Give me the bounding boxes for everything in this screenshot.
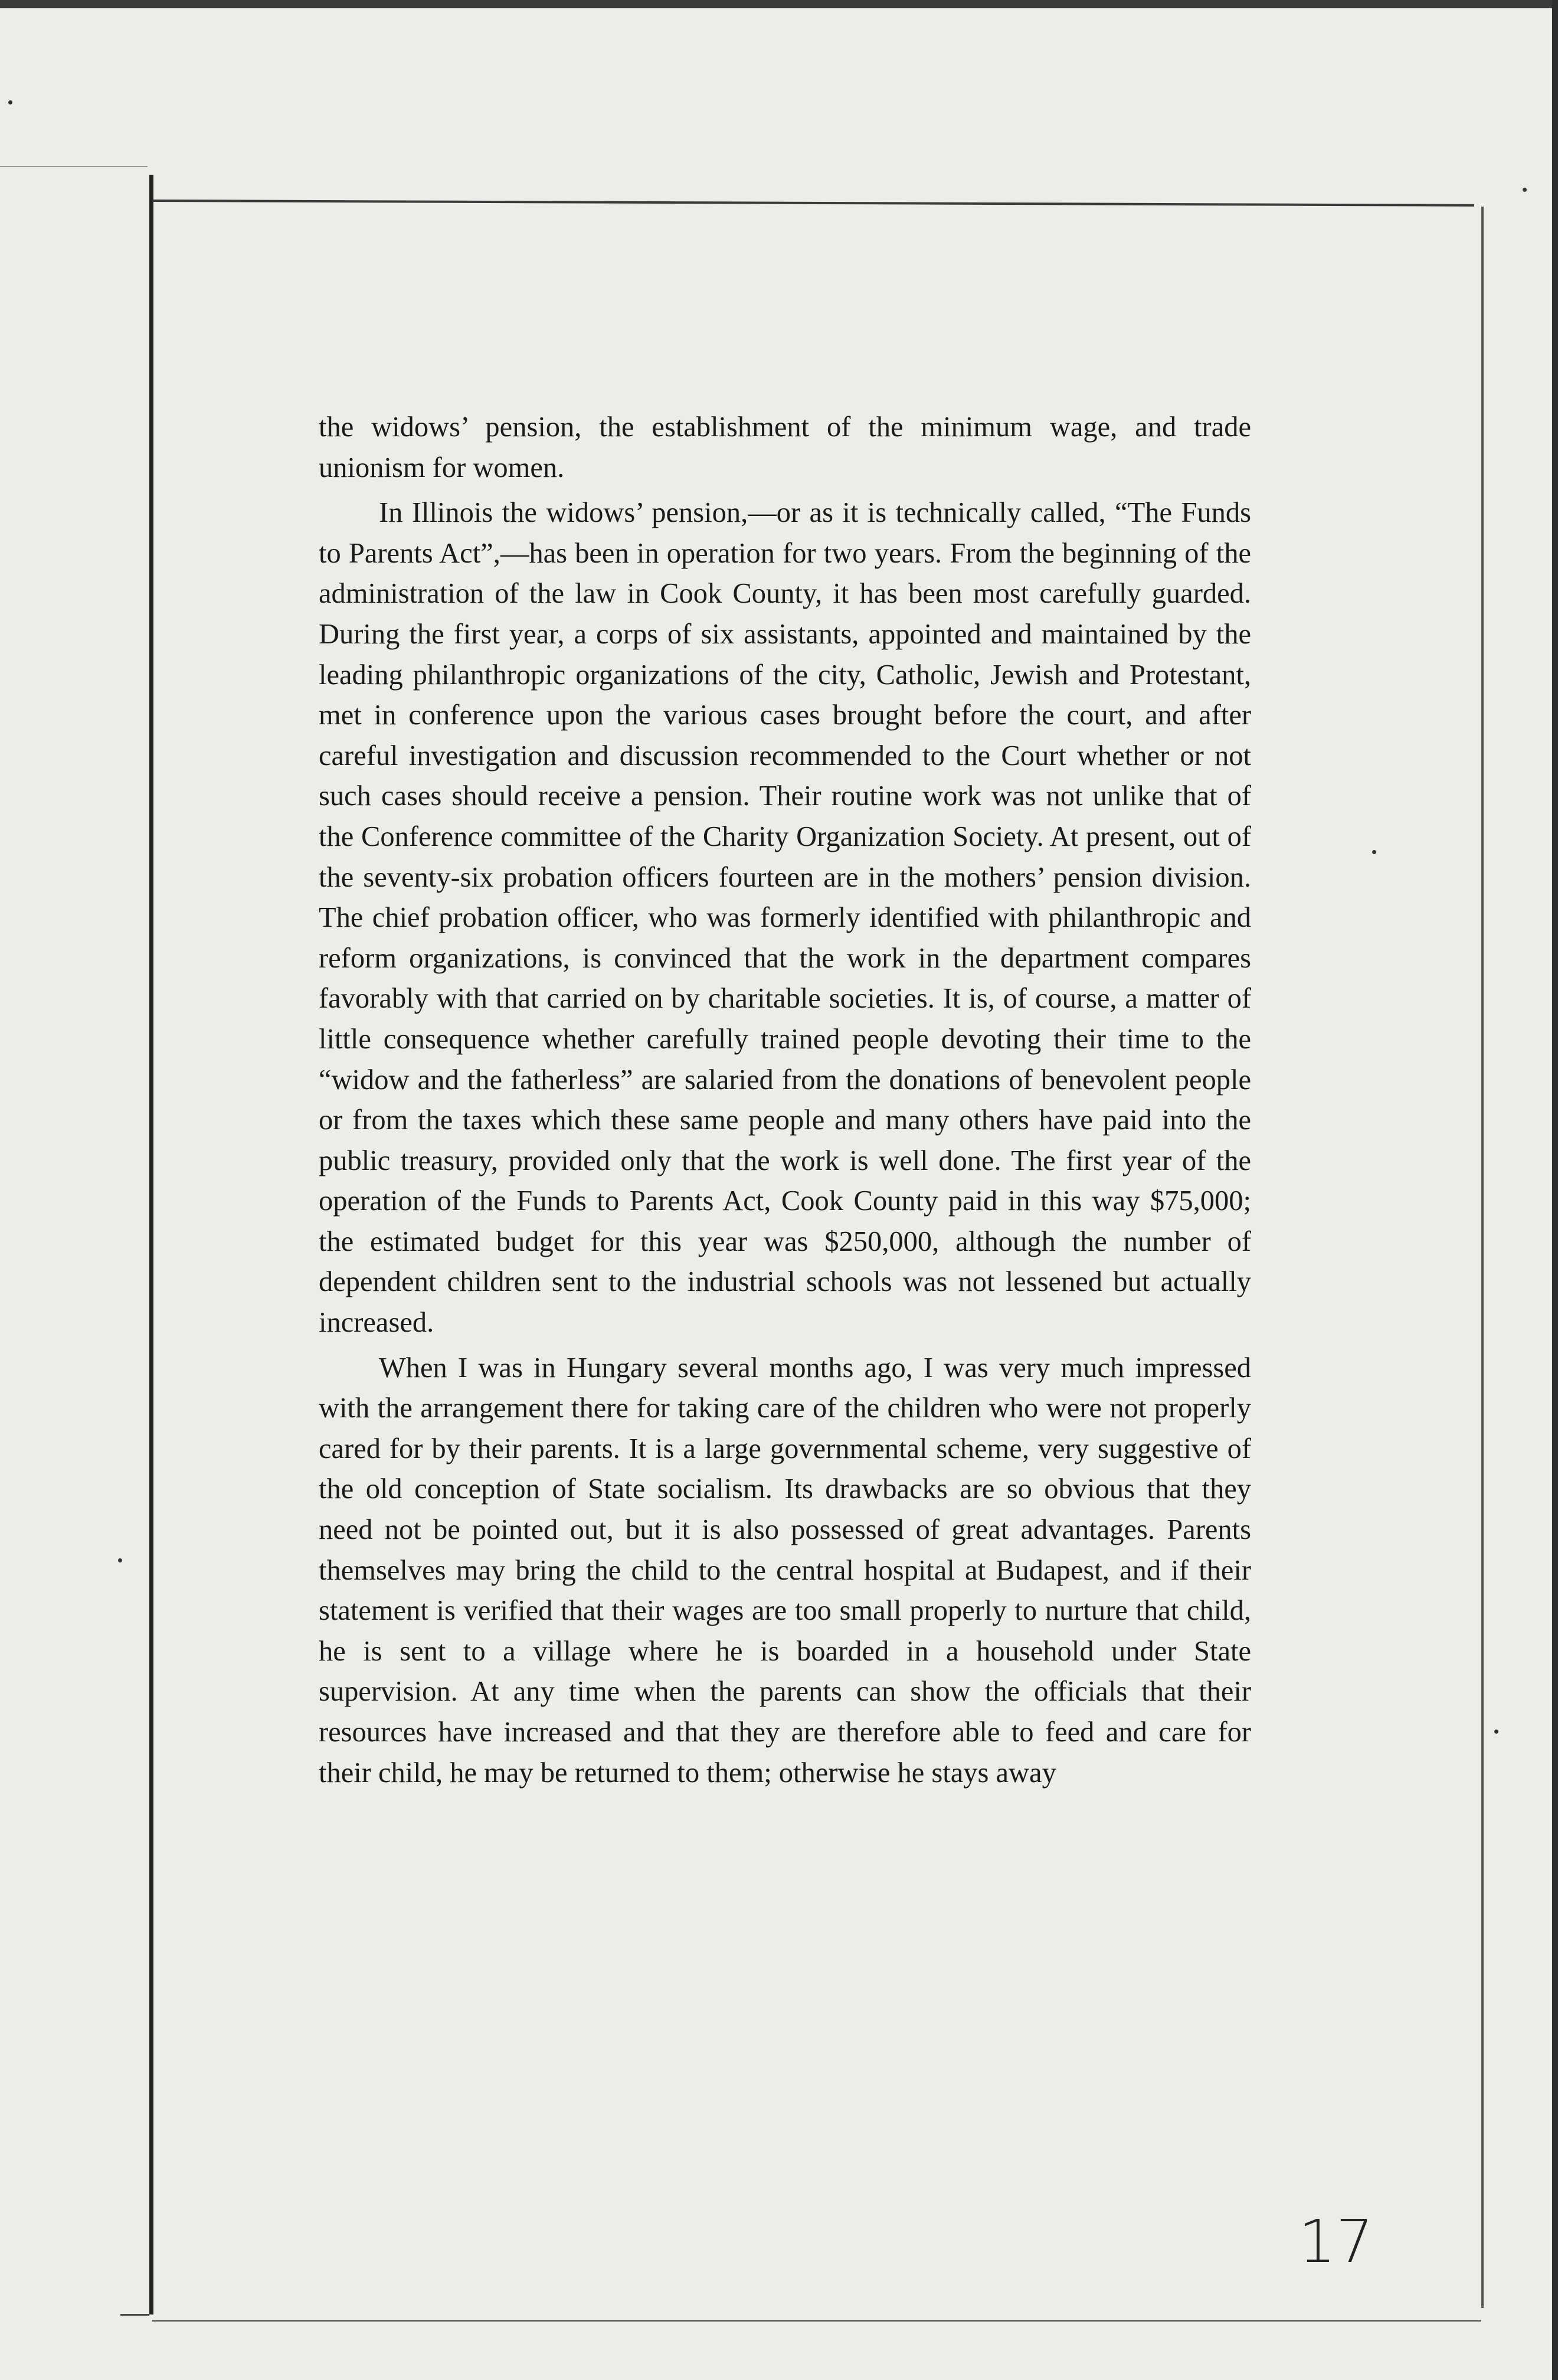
frame-bottom-border: [152, 2320, 1481, 2322]
scan-speck: [118, 1558, 122, 1562]
scan-top-edge: [0, 0, 1558, 8]
document-body: [319, 407, 1251, 1793]
paragraph-1: the widows’ pension, the establishment of the minimum wage, and trade unionism for women.: [319, 411, 1251, 483]
frame-left-foot: [120, 2314, 149, 2316]
scan-speck: [1372, 850, 1376, 854]
scan-speck: [1523, 188, 1527, 192]
scan-right-edge: [1552, 0, 1558, 2380]
scan-speck: [1494, 1730, 1498, 1734]
frame-top-border: [152, 200, 1474, 207]
scan-speck: [8, 100, 12, 104]
paragraph-3: When I was in Hungary several months ago, I was very much impressed with the arrangement there for taking care of the children who were not properly cared for by their parents. It is a large governmental scheme, very suggestive of the old conception of State socialism. Its drawbacks are so obvious that they need not be pointed out, but it is also possessed of great advantages. Parents themselves may bring the child to the central hospital at Budapest, and if their statement is verified that their wages are too small properly to nurture that child, he is sent to a village where he is boarded in a household under State supervision. At any time when the parents can show the officials that their resources have increased and that they are therefore able to feed and care for their child, he may be returned to them; otherwise he stays away: [319, 1352, 1251, 1789]
page-number: 17: [1298, 2207, 1374, 2276]
frame-right-border: [1481, 207, 1484, 2308]
frame-top-stub: [0, 166, 148, 167]
frame-left-border: [149, 175, 153, 2314]
paragraph-2: In Illinois the widows’ pension,—or as it is technically called, “The Funds to Parents Act”,—has been in operation for two years. From the beginning of the administration of the law in Cook County, it has been most carefully guarded. During the first year, a corps of six assistants, appointed and maintained by the leading philanthropic organizations of the city, Catholic, Jewish and Protestant, met in conference upon the various cases brought before the court, and after careful investigation and discussion recommended to the Court whether or not such cases should receive a pension. Their routine work was not unlike that of the Conference committee of the Charity Organization Society. At present, out of the seventy-six probation officers fourteen are in the mothers’ pension division. The chief probation officer, who was formerly identified with philanthropic and reform organizations, is convinced that the work in the department compares favorably with that carried on by charitable societies. It is, of course, a matter of little consequence whether carefully trained people devoting their time to the “widow and the fatherless” are salaried from the donations of benevolent people or from the taxes which these same people and many others have paid into the public treasury, provided only that the work is well done. The first year of the operation of the Funds to Parents Act, Cook County paid in this way $75,000; the estimated budget for this year was $250,000, although the number of dependent children sent to the industrial schools was not lessened but actually increased.: [319, 497, 1251, 1339]
